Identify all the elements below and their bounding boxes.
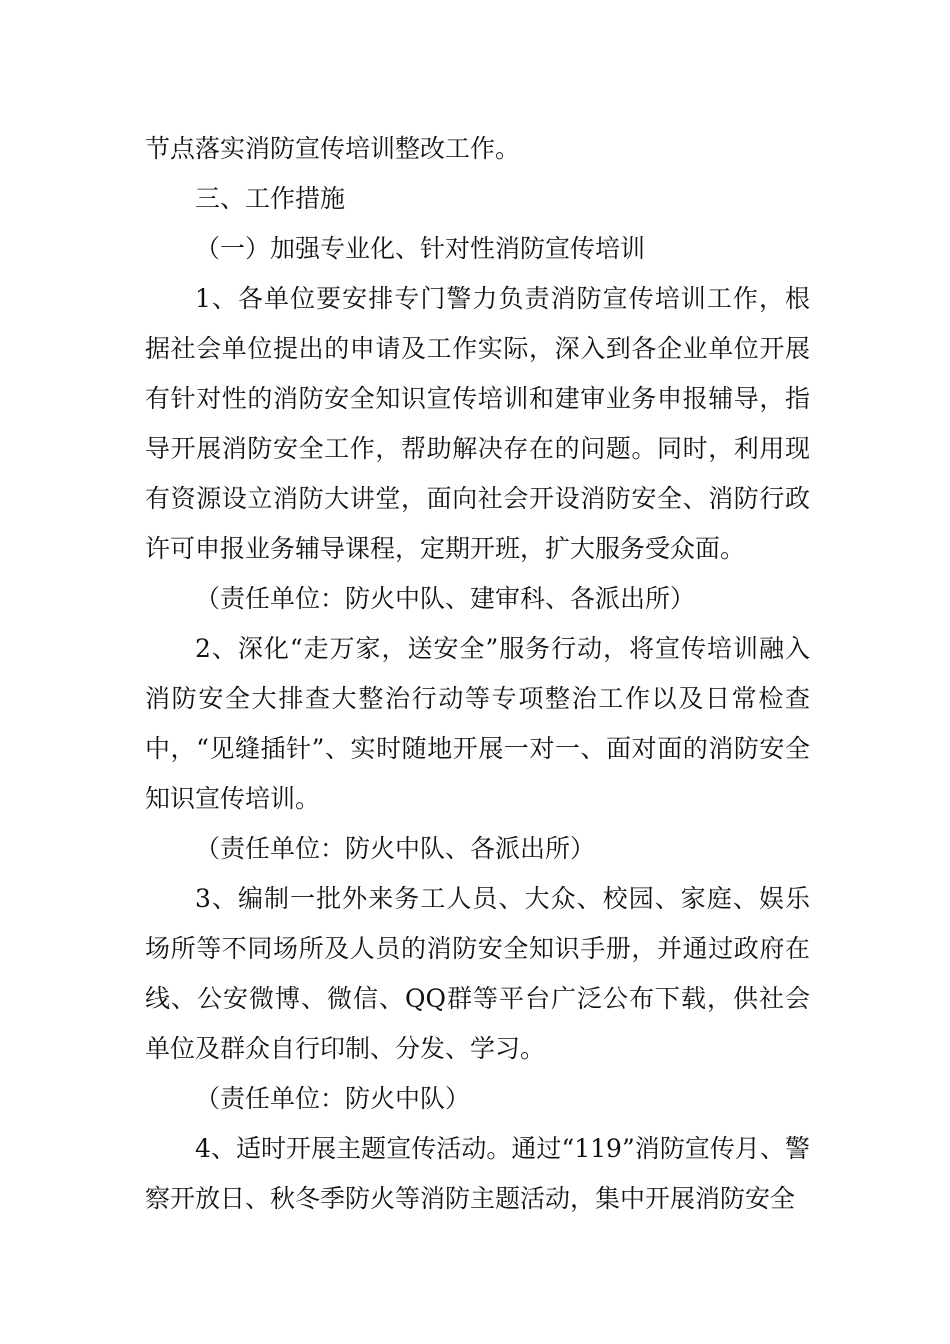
paragraph-continuation: 节点落实消防宣传培训整改工作。: [145, 134, 521, 163]
document-body: [145, 124, 810, 1224]
paragraph-item-3: 3、编制一批外来务工人员、大众、校园、家庭、娱乐场所等不同场所及人员的消防安全知识手册，并通过政府在线、公安微博、微信、QQ群等平台广泛公布下载，供社会单位及群众自行印制、分发、学习。: [145, 884, 810, 1063]
paragraph-item-2: 2、深化“走万家，送安全”服务行动，将宣传培训融入消防安全大排查大整治行动等专项整治工作以及日常检查中，“见缝插针”、实时随地开展一对一、面对面的消防安全知识宣传培训。: [145, 634, 810, 813]
section-heading: 三、工作措施: [195, 184, 346, 213]
responsibility-note-1: （责任单位：防火中队、建审科、各派出所）: [195, 584, 696, 613]
paragraph-item-1: 1、各单位要安排专门警力负责消防宣传培训工作，根据社会单位提出的申请及工作实际，深入到各企业单位开展有针对性的消防安全知识宣传培训和建审业务申报辅导，指导开展消防安全工作，帮助解决存在的问题。同时，利用现有资源设立消防大讲堂，面向社会开设消防安全、消防行政许可申报业务辅导课程，定期开班，扩大服务受众面。: [145, 284, 810, 563]
paragraph-item-4: 4、适时开展主题宣传活动。通过“119”消防宣传月、警察开放日、秋冬季防火等消防主题活动，集中开展消防安全: [145, 1134, 810, 1213]
responsibility-note-2: （责任单位：防火中队、各派出所）: [195, 834, 596, 863]
subsection-heading: （一）加强专业化、针对性消防宣传培训: [195, 234, 646, 263]
responsibility-note-3: （责任单位：防火中队）: [195, 1084, 471, 1113]
